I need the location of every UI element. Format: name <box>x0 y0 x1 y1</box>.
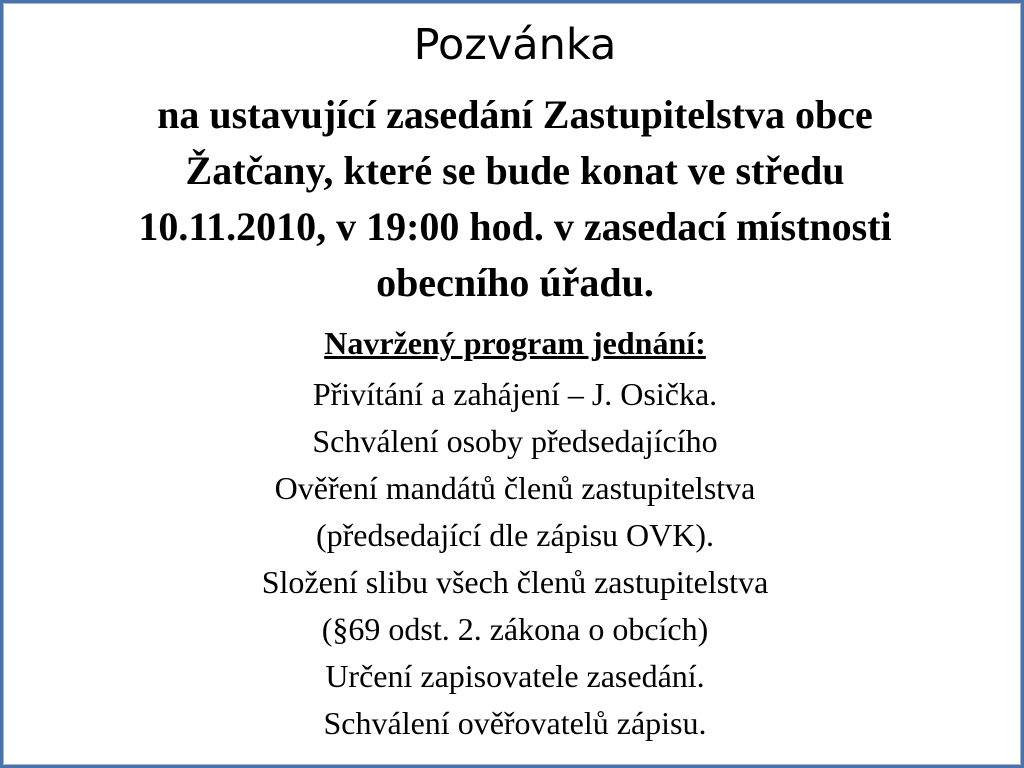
agenda-item: Určení zapisovatele zasedání. <box>325 658 705 694</box>
agenda-item: Přivítání a zahájení – J. Osička. <box>312 376 718 412</box>
slide-title: Pozvánka <box>413 20 617 70</box>
agenda-item: Ověření mandátů členů zastupitelstva <box>274 470 756 506</box>
invitation-line: na ustavující zasedání Zastupitelstva obce <box>157 92 873 137</box>
agenda-item: Schválení osoby předsedajícího <box>312 423 718 459</box>
invitation-line: Žatčany, které se bude konat ve středu <box>185 148 845 193</box>
agenda-item: Schválení ověřovatelů zápisu. <box>323 705 707 741</box>
agenda-item: (předsedající dle zápisu OVK). <box>315 517 715 553</box>
program-heading: Navržený program jednání: <box>324 325 706 361</box>
invitation-line: 10.11.2010, v 19:00 hod. v zasedací místnosti <box>138 204 892 249</box>
agenda-list <box>3 371 1024 747</box>
invitation-text <box>23 87 1007 311</box>
agenda-item: (§69 odst. 2. zákona o obcích) <box>321 611 709 647</box>
invitation-line: obecního úřadu. <box>376 260 654 305</box>
agenda-item: Složení slibu všech členů zastupitelstva <box>261 564 769 600</box>
